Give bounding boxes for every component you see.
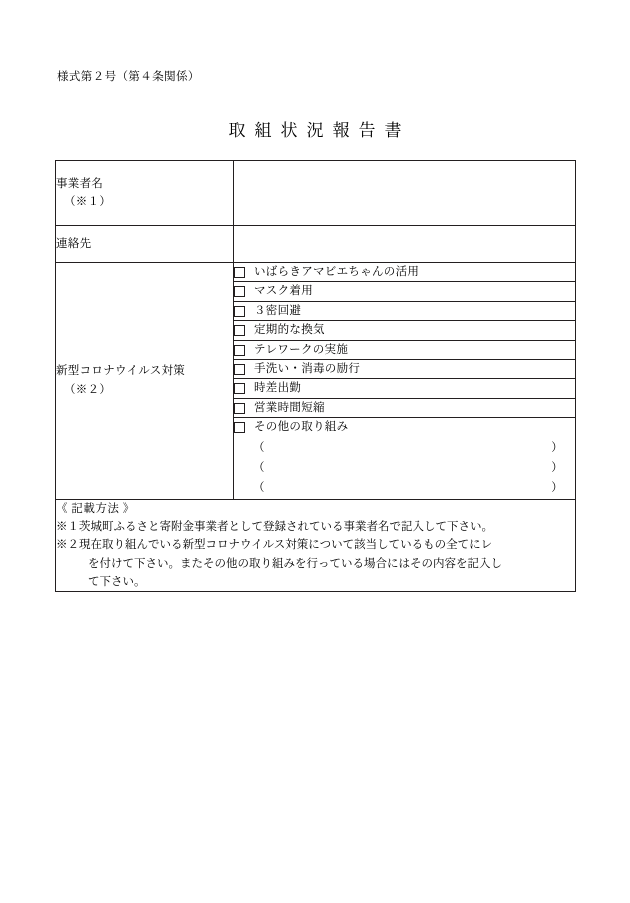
measure-option[interactable] (234, 301, 576, 320)
measure-label: 営業時間短縮 (254, 401, 325, 414)
form-number: 様式第２号（第４条関係） (57, 71, 200, 83)
table-row (56, 161, 576, 226)
table-row (56, 499, 576, 592)
measure-label: マスク着用 (254, 285, 313, 298)
checkbox-icon[interactable] (234, 403, 245, 414)
notes-section (56, 499, 576, 592)
input-business-name[interactable] (234, 161, 576, 226)
checkbox-icon[interactable] (234, 267, 245, 278)
checkbox-icon[interactable] (234, 345, 245, 356)
checkbox-icon[interactable] (234, 306, 245, 317)
row-label-covid-measures (56, 263, 234, 500)
other-blank-line[interactable] (234, 479, 575, 499)
label-line: 新型コロナウイルス対策 (56, 365, 186, 378)
checkbox-icon[interactable] (234, 383, 245, 394)
paren-open: （ (253, 481, 265, 494)
paren-open: （ (253, 461, 265, 474)
paren-close: ） (551, 461, 563, 474)
report-table (55, 160, 576, 592)
measure-label: ３密回避 (254, 304, 302, 317)
note-item-2-cont-2: て下さい。 (88, 576, 146, 589)
measure-option[interactable] (234, 321, 576, 340)
paren-open: （ (253, 441, 265, 454)
measure-option[interactable] (234, 379, 576, 398)
note-item-2-cont-1: を付けて下さい。またその他の取り組みを行っている場合にはその内容を記入し (88, 557, 502, 570)
other-measure-blank-lines (234, 439, 575, 499)
measure-option[interactable] (234, 340, 576, 359)
measure-label: いばらきアマビエちゃんの活用 (254, 266, 420, 278)
measure-option[interactable] (234, 359, 576, 378)
input-contact[interactable] (234, 226, 576, 263)
checkbox-icon[interactable] (234, 364, 245, 375)
paren-close: ） (551, 441, 563, 454)
label-line: 連絡先 (56, 237, 92, 250)
checkbox-icon[interactable] (234, 422, 245, 433)
other-blank-line[interactable] (234, 439, 575, 459)
measure-label: テレワークの実施 (254, 343, 349, 356)
measure-option-other[interactable] (234, 418, 576, 499)
measure-option[interactable] (234, 282, 576, 301)
row-label-contact (56, 226, 234, 263)
measure-label: その他の取り組み (254, 421, 349, 434)
note-item-2: ※２現在取り組んでいる新型コロナウイルス対策について該当しているもの全てにレ (56, 539, 493, 552)
measure-option[interactable] (234, 398, 576, 417)
note-item-1: ※１茨城町ふるさと寄附金事業者として登録されている事業者名で記入して下さい。 (56, 520, 493, 533)
paren-close: ） (551, 481, 563, 494)
notes-heading: 《 記載方法 》 (56, 502, 135, 515)
measure-label: 定期的な換気 (254, 324, 325, 337)
label-line: 事業者名 (56, 177, 104, 190)
table-row (56, 263, 576, 282)
label-line-note: （※１） (64, 196, 112, 208)
measure-label: 時差出勤 (254, 382, 302, 395)
label-line-note: （※２） (64, 383, 112, 396)
other-blank-line[interactable] (234, 459, 575, 479)
checkbox-icon[interactable] (234, 286, 245, 297)
table-row (56, 226, 576, 263)
checkbox-icon[interactable] (234, 325, 245, 336)
row-label-business-name (56, 161, 234, 226)
page-title: 取組状況報告書 (228, 121, 411, 140)
measure-label: 手洗い・消毒の励行 (254, 362, 361, 375)
measure-option[interactable] (234, 263, 576, 282)
